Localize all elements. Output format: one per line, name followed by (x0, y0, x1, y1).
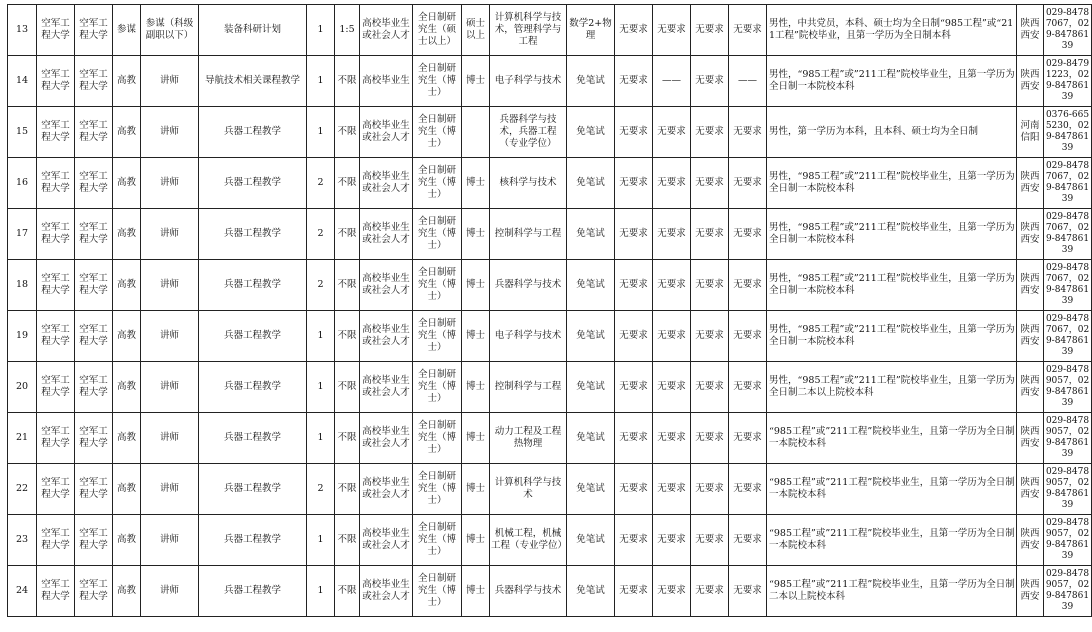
requirement-4-cell: 无要求 (729, 107, 767, 158)
row-number-cell: 20 (8, 362, 37, 413)
other-conditions-cell: 男性，“985工程”或”211工程”院校毕业生，且第一学历为全日制一本院校本科 (767, 260, 1017, 311)
requirement-3-cell: 无要求 (691, 158, 729, 209)
exam-ratio-cell: 不限 (335, 515, 360, 566)
row-number-cell: 16 (8, 158, 37, 209)
post-name-cell: 兵器工程教学 (199, 158, 307, 209)
department-cell: 空军工程大学 (37, 56, 75, 107)
requirement-3-cell: 无要求 (691, 362, 729, 413)
work-place-cell: 陕西西安 (1017, 566, 1044, 617)
hire-count-cell: 1 (307, 107, 335, 158)
study-mode-cell: 全日制研究生（博士） (413, 107, 462, 158)
exam-subject-cell: 免笔试 (567, 362, 615, 413)
requirement-4-cell: 无要求 (729, 515, 767, 566)
candidate-source-cell: 高校毕业生或社会人才 (360, 566, 413, 617)
requirement-1-cell: 无要求 (615, 311, 653, 362)
contact-phone-cell: 029-84787067，029-84786139 (1044, 209, 1092, 260)
position-type-cell: 高教 (113, 362, 141, 413)
study-mode-cell: 全日制研究生（博士） (413, 56, 462, 107)
requirement-4-cell: —— (729, 56, 767, 107)
study-mode-cell: 全日制研究生（博士） (413, 464, 462, 515)
work-place-cell: 陕西西安 (1017, 260, 1044, 311)
exam-ratio-cell: 不限 (335, 311, 360, 362)
department-cell: 空军工程大学 (37, 362, 75, 413)
contact-phone-cell: 0376-6655230，029-84786139 (1044, 107, 1092, 158)
degree-cell: 博士 (462, 566, 490, 617)
hire-count-cell: 1 (307, 5, 335, 56)
post-name-cell: 兵器工程教学 (199, 464, 307, 515)
row-number-cell: 14 (8, 56, 37, 107)
position-rank-cell: 讲师 (141, 56, 199, 107)
study-mode-cell: 全日制研究生（博士） (413, 209, 462, 260)
post-name-cell: 兵器工程教学 (199, 107, 307, 158)
hire-count-cell: 2 (307, 260, 335, 311)
requirement-2-cell: —— (653, 56, 691, 107)
hire-count-cell: 2 (307, 158, 335, 209)
department-cell: 空军工程大学 (37, 209, 75, 260)
post-name-cell: 兵器工程教学 (199, 362, 307, 413)
department-cell: 空军工程大学 (37, 413, 75, 464)
requirement-4-cell: 无要求 (729, 311, 767, 362)
employer-unit-cell: 空军工程大学 (75, 515, 113, 566)
post-name-cell: 兵器工程教学 (199, 260, 307, 311)
department-cell: 空军工程大学 (37, 158, 75, 209)
subject-cell: 电子科学与技术 (490, 56, 567, 107)
exam-ratio-cell: 不限 (335, 56, 360, 107)
requirement-1-cell: 无要求 (615, 209, 653, 260)
table-row (8, 158, 1092, 209)
department-cell: 空军工程大学 (37, 260, 75, 311)
row-number-cell: 13 (8, 5, 37, 56)
requirement-4-cell: 无要求 (729, 566, 767, 617)
contact-phone-cell: 029-84789057，029-84786139 (1044, 362, 1092, 413)
degree-cell: 博士 (462, 464, 490, 515)
position-type-cell: 高教 (113, 566, 141, 617)
position-rank-cell: 讲师 (141, 158, 199, 209)
requirement-4-cell: 无要求 (729, 413, 767, 464)
requirement-4-cell: 无要求 (729, 209, 767, 260)
degree-cell: 博士 (462, 209, 490, 260)
candidate-source-cell: 高校毕业生或社会人才 (360, 464, 413, 515)
study-mode-cell: 全日制研究生（博士） (413, 515, 462, 566)
contact-phone-cell: 029-84787067，029-84786139 (1044, 311, 1092, 362)
hire-count-cell: 1 (307, 311, 335, 362)
recruitment-table (7, 4, 1092, 617)
table-row (8, 362, 1092, 413)
position-type-cell: 高教 (113, 158, 141, 209)
post-name-cell: 兵器工程教学 (199, 413, 307, 464)
row-number-cell: 15 (8, 107, 37, 158)
department-cell: 空军工程大学 (37, 566, 75, 617)
row-number-cell: 22 (8, 464, 37, 515)
employer-unit-cell: 空军工程大学 (75, 158, 113, 209)
candidate-source-cell: 高校毕业生或社会人才 (360, 515, 413, 566)
employer-unit-cell: 空军工程大学 (75, 566, 113, 617)
subject-cell: 控制科学与工程 (490, 362, 567, 413)
exam-subject-cell: 免笔试 (567, 209, 615, 260)
employer-unit-cell: 空军工程大学 (75, 107, 113, 158)
work-place-cell: 陕西西安 (1017, 515, 1044, 566)
contact-phone-cell: 029-84789057，029-84786139 (1044, 566, 1092, 617)
requirement-2-cell: 无要求 (653, 413, 691, 464)
other-conditions-cell: 男性，“985工程”或”211工程”院校毕业生，且第一学历为全日制一本院校本科 (767, 311, 1017, 362)
requirement-3-cell: 无要求 (691, 311, 729, 362)
candidate-source-cell: 高校毕业生或社会人才 (360, 413, 413, 464)
requirement-3-cell: 无要求 (691, 260, 729, 311)
exam-subject-cell: 免笔试 (567, 311, 615, 362)
requirement-2-cell: 无要求 (653, 260, 691, 311)
degree-cell: 博士 (462, 362, 490, 413)
employer-unit-cell: 空军工程大学 (75, 464, 113, 515)
requirement-1-cell: 无要求 (615, 107, 653, 158)
requirement-3-cell: 无要求 (691, 464, 729, 515)
degree-cell: 硕士以上 (462, 5, 490, 56)
hire-count-cell: 1 (307, 362, 335, 413)
table-row (8, 515, 1092, 566)
position-rank-cell: 讲师 (141, 413, 199, 464)
table-row (8, 260, 1092, 311)
exam-ratio-cell: 不限 (335, 413, 360, 464)
subject-cell: 机械工程，机械工程（专业学位） (490, 515, 567, 566)
requirement-2-cell: 无要求 (653, 5, 691, 56)
table-row (8, 413, 1092, 464)
requirement-1-cell: 无要求 (615, 413, 653, 464)
work-place-cell: 陕西西安 (1017, 158, 1044, 209)
employer-unit-cell: 空军工程大学 (75, 413, 113, 464)
degree-cell: 博士 (462, 311, 490, 362)
post-name-cell: 兵器工程教学 (199, 515, 307, 566)
exam-ratio-cell: 不限 (335, 209, 360, 260)
requirement-3-cell: 无要求 (691, 413, 729, 464)
hire-count-cell: 1 (307, 566, 335, 617)
position-type-cell: 高教 (113, 515, 141, 566)
degree-cell: 博士 (462, 56, 490, 107)
subject-cell: 兵器科学与技术，兵器工程（专业学位） (490, 107, 567, 158)
exam-ratio-cell: 不限 (335, 260, 360, 311)
exam-subject-cell: 免笔试 (567, 566, 615, 617)
exam-ratio-cell: 不限 (335, 107, 360, 158)
exam-subject-cell: 免笔试 (567, 107, 615, 158)
contact-phone-cell: 029-84789057，029-84786139 (1044, 413, 1092, 464)
exam-ratio-cell: 不限 (335, 464, 360, 515)
post-name-cell: 兵器工程教学 (199, 566, 307, 617)
position-type-cell: 高教 (113, 464, 141, 515)
employer-unit-cell: 空军工程大学 (75, 56, 113, 107)
row-number-cell: 19 (8, 311, 37, 362)
requirement-1-cell: 无要求 (615, 56, 653, 107)
position-type-cell: 高教 (113, 107, 141, 158)
subject-cell: 兵器科学与技术 (490, 260, 567, 311)
study-mode-cell: 全日制研究生（博士） (413, 158, 462, 209)
candidate-source-cell: 高校毕业生或社会人才 (360, 158, 413, 209)
study-mode-cell: 全日制研究生（博士） (413, 362, 462, 413)
candidate-source-cell: 高校毕业生或社会人才 (360, 362, 413, 413)
department-cell: 空军工程大学 (37, 5, 75, 56)
row-number-cell: 17 (8, 209, 37, 260)
exam-subject-cell: 数学2+物理 (567, 5, 615, 56)
exam-subject-cell: 免笔试 (567, 158, 615, 209)
subject-cell: 计算机科学与技术 (490, 464, 567, 515)
requirement-2-cell: 无要求 (653, 566, 691, 617)
work-place-cell: 陕西西安 (1017, 362, 1044, 413)
position-type-cell: 高教 (113, 413, 141, 464)
contact-phone-cell: 029-84789057，029-84786139 (1044, 515, 1092, 566)
table-row (8, 107, 1092, 158)
requirement-1-cell: 无要求 (615, 566, 653, 617)
position-rank-cell: 讲师 (141, 515, 199, 566)
requirement-4-cell: 无要求 (729, 362, 767, 413)
study-mode-cell: 全日制研究生（博士） (413, 413, 462, 464)
subject-cell: 动力工程及工程热物理 (490, 413, 567, 464)
row-number-cell: 18 (8, 260, 37, 311)
degree-cell: 博士 (462, 260, 490, 311)
requirement-2-cell: 无要求 (653, 158, 691, 209)
contact-phone-cell: 029-84787067，029-84786139 (1044, 260, 1092, 311)
exam-ratio-cell: 不限 (335, 362, 360, 413)
candidate-source-cell: 高校毕业生 (360, 56, 413, 107)
requirement-4-cell: 无要求 (729, 5, 767, 56)
exam-ratio-cell: 不限 (335, 566, 360, 617)
requirement-4-cell: 无要求 (729, 464, 767, 515)
department-cell: 空军工程大学 (37, 107, 75, 158)
position-rank-cell: 讲师 (141, 260, 199, 311)
post-name-cell: 兵器工程教学 (199, 311, 307, 362)
position-type-cell: 高教 (113, 260, 141, 311)
position-rank-cell: 参谋（科级副职以下） (141, 5, 199, 56)
position-type-cell: 高教 (113, 311, 141, 362)
contact-phone-cell: 029-84791223，029-84786139 (1044, 56, 1092, 107)
candidate-source-cell: 高校毕业生或社会人才 (360, 107, 413, 158)
other-conditions-cell: 男性，“985工程”或”211工程”院校毕业生，且第一学历为全日制二本以上院校本科 (767, 362, 1017, 413)
post-name-cell: 导航技术相关课程教学 (199, 56, 307, 107)
other-conditions-cell: “985工程”或”211工程”院校毕业生，且第一学历为全日制一本院校本科 (767, 515, 1017, 566)
table-row (8, 464, 1092, 515)
study-mode-cell: 全日制研究生（博士） (413, 566, 462, 617)
table-row (8, 56, 1092, 107)
degree-cell: 博士 (462, 413, 490, 464)
requirement-1-cell: 无要求 (615, 260, 653, 311)
contact-phone-cell: 029-84787067，029-84786139 (1044, 158, 1092, 209)
requirement-2-cell: 无要求 (653, 107, 691, 158)
requirement-1-cell: 无要求 (615, 515, 653, 566)
position-rank-cell: 讲师 (141, 311, 199, 362)
degree-cell: 博士 (462, 158, 490, 209)
table-row (8, 5, 1092, 56)
row-number-cell: 23 (8, 515, 37, 566)
requirement-2-cell: 无要求 (653, 311, 691, 362)
requirement-1-cell: 无要求 (615, 362, 653, 413)
hire-count-cell: 2 (307, 464, 335, 515)
contact-phone-cell: 029-84789057，029-84786139 (1044, 464, 1092, 515)
candidate-source-cell: 高校毕业生或社会人才 (360, 311, 413, 362)
requirement-1-cell: 无要求 (615, 158, 653, 209)
hire-count-cell: 1 (307, 515, 335, 566)
other-conditions-cell: 男性，中共党员，本科、硕士均为全日制“985工程”或“211工程”院校毕业，且第一学历为全日制本科 (767, 5, 1017, 56)
table-row (8, 209, 1092, 260)
requirement-3-cell: 无要求 (691, 5, 729, 56)
position-rank-cell: 讲师 (141, 209, 199, 260)
other-conditions-cell: “985工程”或”211工程”院校毕业生，且第一学历为全日制一本院校本科 (767, 413, 1017, 464)
subject-cell: 控制科学与工程 (490, 209, 567, 260)
work-place-cell: 陕西西安 (1017, 311, 1044, 362)
study-mode-cell: 全日制研究生（硕士以上） (413, 5, 462, 56)
work-place-cell: 陕西西安 (1017, 209, 1044, 260)
work-place-cell: 陕西西安 (1017, 5, 1044, 56)
subject-cell: 核科学与技术 (490, 158, 567, 209)
department-cell: 空军工程大学 (37, 311, 75, 362)
study-mode-cell: 全日制研究生（博士） (413, 260, 462, 311)
row-number-cell: 21 (8, 413, 37, 464)
candidate-source-cell: 高校毕业生或社会人才 (360, 260, 413, 311)
department-cell: 空军工程大学 (37, 515, 75, 566)
requirement-3-cell: 无要求 (691, 56, 729, 107)
requirement-3-cell: 无要求 (691, 209, 729, 260)
other-conditions-cell: 男性，“985工程”或”211工程”院校毕业生，且第一学历为全日制一本院校本科 (767, 56, 1017, 107)
hire-count-cell: 1 (307, 413, 335, 464)
other-conditions-cell: 男性，第一学历为本科，且本科、硕士均为全日制 (767, 107, 1017, 158)
employer-unit-cell: 空军工程大学 (75, 311, 113, 362)
employer-unit-cell: 空军工程大学 (75, 260, 113, 311)
other-conditions-cell: 男性，“985工程”或”211工程”院校毕业生，且第一学历为全日制一本院校本科 (767, 158, 1017, 209)
table-body (8, 5, 1092, 617)
position-type-cell: 参谋 (113, 5, 141, 56)
requirement-3-cell: 无要求 (691, 566, 729, 617)
other-conditions-cell: “985工程”或”211工程”院校毕业生，且第一学历为全日制一本院校本科 (767, 464, 1017, 515)
contact-phone-cell: 029-84787067，029-84786139 (1044, 5, 1092, 56)
exam-subject-cell: 免笔试 (567, 260, 615, 311)
requirement-1-cell: 无要求 (615, 464, 653, 515)
post-name-cell: 兵器工程教学 (199, 209, 307, 260)
position-rank-cell: 讲师 (141, 362, 199, 413)
requirement-4-cell: 无要求 (729, 158, 767, 209)
position-type-cell: 高教 (113, 209, 141, 260)
table-row (8, 311, 1092, 362)
position-rank-cell: 讲师 (141, 464, 199, 515)
exam-subject-cell: 免笔试 (567, 56, 615, 107)
employer-unit-cell: 空军工程大学 (75, 362, 113, 413)
post-name-cell: 装备科研计划 (199, 5, 307, 56)
other-conditions-cell: 男性，“985工程”或”211工程”院校毕业生，且第一学历为全日制一本院校本科 (767, 209, 1017, 260)
hire-count-cell: 1 (307, 56, 335, 107)
subject-cell: 兵器科学与技术 (490, 566, 567, 617)
other-conditions-cell: “985工程”或”211工程”院校毕业生，且第一学历为全日制二本以上院校本科 (767, 566, 1017, 617)
exam-subject-cell: 免笔试 (567, 464, 615, 515)
requirement-3-cell: 无要求 (691, 515, 729, 566)
exam-ratio-cell: 1:5 (335, 5, 360, 56)
requirement-1-cell: 无要求 (615, 5, 653, 56)
employer-unit-cell: 空军工程大学 (75, 209, 113, 260)
table-row (8, 566, 1092, 617)
work-place-cell: 河南信阳 (1017, 107, 1044, 158)
exam-subject-cell: 免笔试 (567, 413, 615, 464)
department-cell: 空军工程大学 (37, 464, 75, 515)
hire-count-cell: 2 (307, 209, 335, 260)
requirement-4-cell: 无要求 (729, 260, 767, 311)
study-mode-cell: 全日制研究生（博士） (413, 311, 462, 362)
requirement-2-cell: 无要求 (653, 515, 691, 566)
position-type-cell: 高教 (113, 56, 141, 107)
subject-cell: 电子科学与技术 (490, 311, 567, 362)
requirement-3-cell: 无要求 (691, 107, 729, 158)
candidate-source-cell: 高校毕业生或社会人才 (360, 209, 413, 260)
degree-cell: 博士 (462, 515, 490, 566)
work-place-cell: 陕西西安 (1017, 56, 1044, 107)
position-rank-cell: 讲师 (141, 107, 199, 158)
work-place-cell: 陕西西安 (1017, 413, 1044, 464)
exam-subject-cell: 免笔试 (567, 515, 615, 566)
subject-cell: 计算机科学与技术，管理科学与工程 (490, 5, 567, 56)
candidate-source-cell: 高校毕业生或社会人才 (360, 5, 413, 56)
row-number-cell: 24 (8, 566, 37, 617)
employer-unit-cell: 空军工程大学 (75, 5, 113, 56)
degree-cell (462, 107, 490, 158)
requirement-2-cell: 无要求 (653, 209, 691, 260)
exam-ratio-cell: 不限 (335, 158, 360, 209)
position-rank-cell: 讲师 (141, 566, 199, 617)
work-place-cell: 陕西西安 (1017, 464, 1044, 515)
requirement-2-cell: 无要求 (653, 362, 691, 413)
requirement-2-cell: 无要求 (653, 464, 691, 515)
